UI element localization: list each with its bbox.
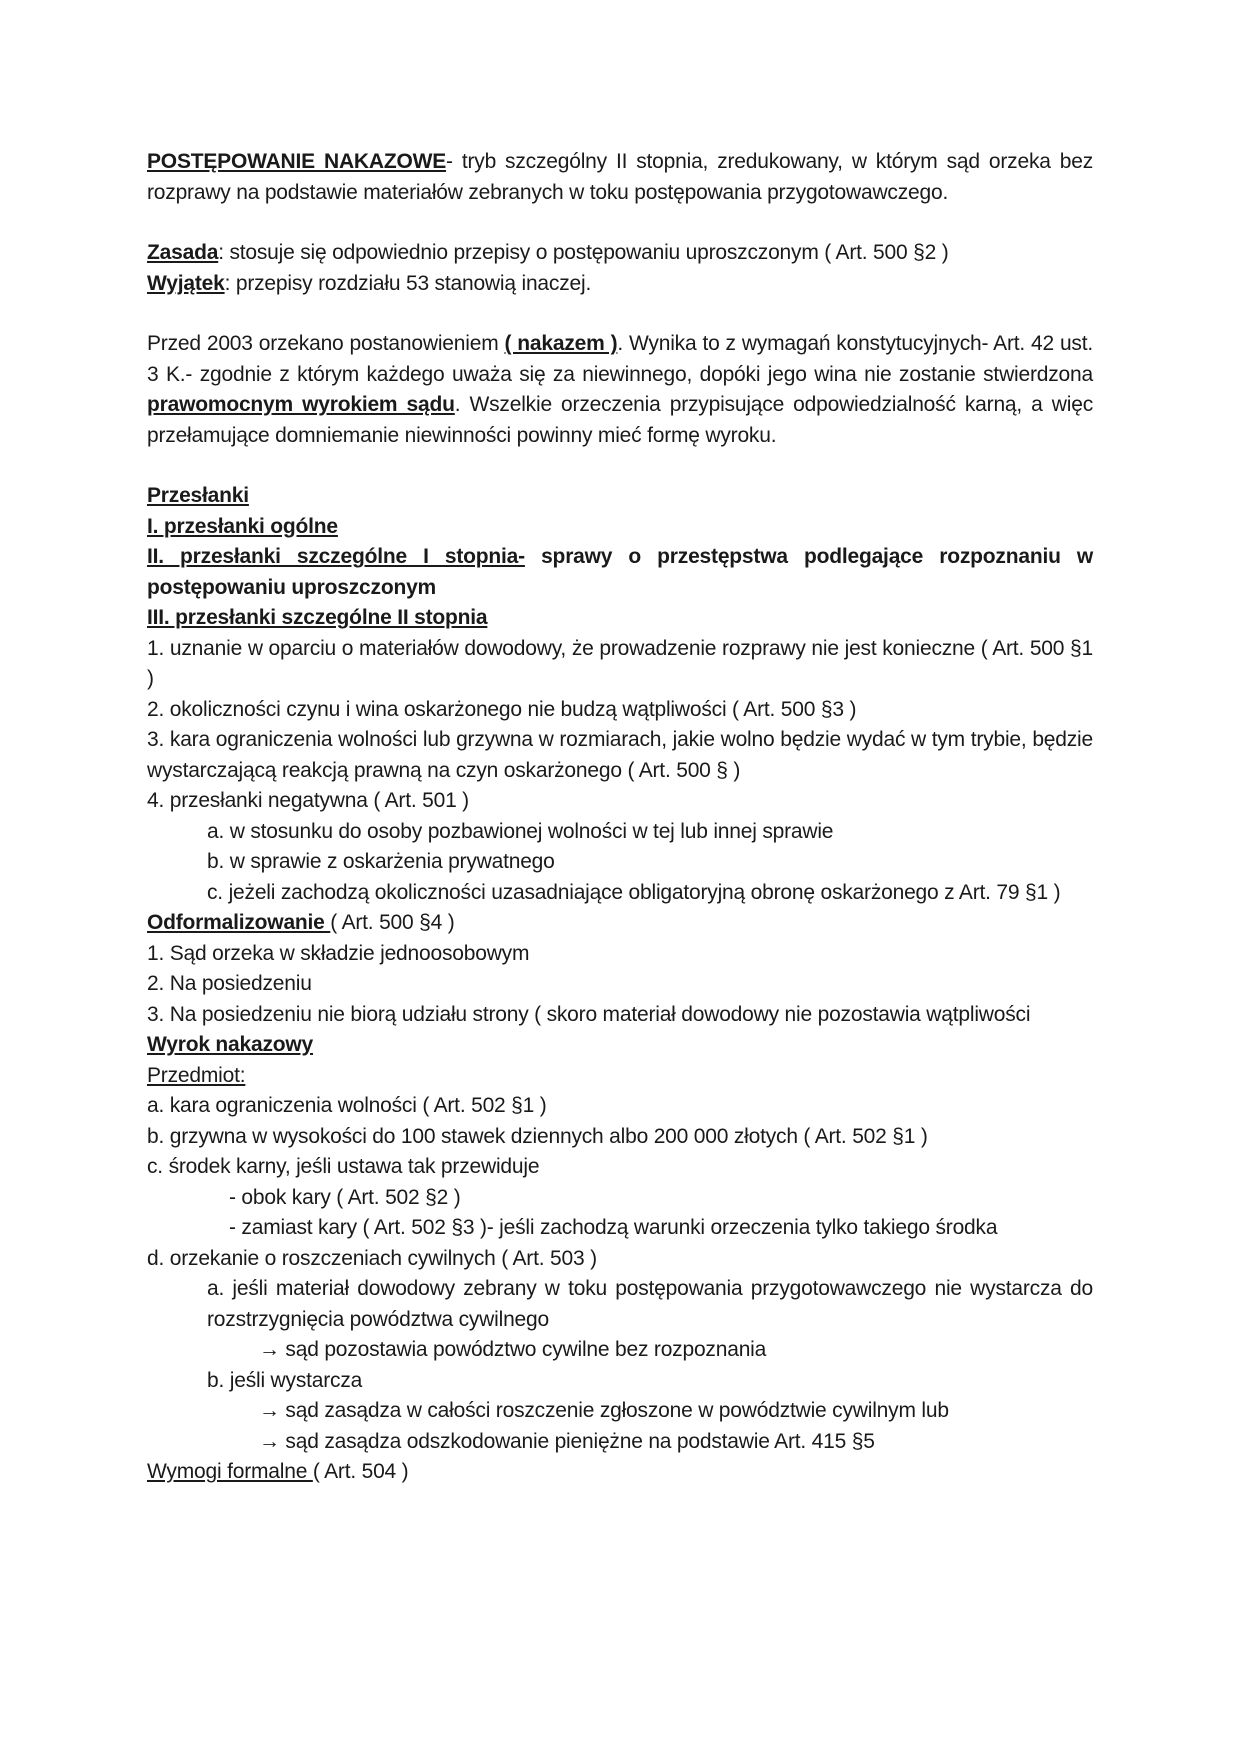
deformalization-heading	[147, 908, 1093, 939]
premises-special-1	[147, 542, 1093, 603]
rule-line	[147, 238, 1093, 269]
deformalization-title: Odformalizowanie	[147, 911, 331, 934]
rule-label: Zasada	[147, 241, 219, 264]
verdict-measure: - obok kary ( Art. 502 §2 )	[229, 1185, 461, 1209]
exception-text: : przepisy rozdziału 53 stanowią inaczej.	[224, 271, 592, 295]
history-paragraph	[147, 329, 1093, 451]
verdict-item: a. kara ograniczenia wolności ( Art. 502 §1 )	[147, 1094, 547, 1117]
premises-special-2: III. przesłanki szczególne II stopnia	[147, 606, 488, 629]
verdict-heading: Wyrok nakazowy	[147, 1033, 314, 1056]
verdict-subject-label: Przedmiot:	[147, 1063, 246, 1087]
negative-premise: c. jeżeli zachodzą okoliczności uzasadniające obligatoryjną obronę oskarżonego z Art. 79 §1 )	[207, 880, 1061, 904]
exception-line	[147, 269, 1093, 300]
intro-paragraph	[147, 147, 1093, 208]
deformalization-item: 2. Na posiedzeniu	[147, 972, 312, 995]
formal-heading	[147, 1457, 1093, 1488]
history-term-wyrok: prawomocnym wyrokiem sądu	[147, 393, 455, 416]
premises-special-1-text: sprawy o przestępstwa podlegające rozpoznaniu w postępowaniu uproszczonym	[147, 545, 1094, 599]
deformalization-item: 1. Sąd orzeka w składzie jednoosobowym	[147, 941, 530, 965]
history-text-1: Przed 2003 orzekano postanowieniem	[147, 332, 505, 355]
premise-item: 3. kara ograniczenia wolności lub grzywna w rozmiarach, jakie wolno będzie wydać w tym trybie, będzie wystarczającą reakcją prawną na czyn oskarżonego ( Art. 500 § )	[147, 728, 1093, 782]
premises-heading: Przesłanki	[147, 484, 249, 507]
verdict-civil-b: b. jeśli wystarcza	[207, 1368, 363, 1392]
document-body	[147, 147, 1093, 1488]
rule-text: : stosuje się odpowiednio przepisy o postępowaniu uproszczonym ( Art. 500 §2 )	[218, 241, 949, 264]
verdict-civil-b-result: → sąd zasądza odszkodowanie pieniężne na podstawie Art. 415 §5	[259, 1429, 875, 1453]
formal-title: Wymogi formalne	[147, 1460, 313, 1483]
history-text-3: . Wszelkie orzeczenia przypisujące odpowiedzialność karną, a więc przełamujące domniemanie niewinności powinny mieć formę wyroku.	[147, 393, 1093, 447]
history-text-2: . Wynika to z wymagań konstytucyjnych- Art. 42 ust. 3 K.- zgodnie z którym każdego uważa się za niewinnego, dopóki jego wina nie zostanie stwierdzona	[147, 332, 1093, 386]
premises-general: I. przesłanki ogólne	[147, 514, 338, 538]
verdict-measure: - zamiast kary ( Art. 502 §3 )- jeśli zachodzą warunki orzeczenia tylko takiego środka	[229, 1216, 998, 1239]
verdict-civil-b-result: → sąd zasądza w całości roszczenie zgłoszone w powództwie cywilnym lub	[259, 1399, 949, 1422]
history-term-nakaz: ( nakazem )	[504, 332, 618, 355]
premises-special-1-label: II. przesłanki szczególne I stopnia-	[147, 545, 525, 568]
formal-ref: ( Art. 504 )	[312, 1460, 409, 1483]
negative-premise: b. w sprawie z oskarżenia prywatnego	[207, 850, 555, 873]
verdict-civil: d. orzekanie o roszczeniach cywilnych ( Art. 503 )	[147, 1246, 597, 1270]
deformalization-ref: ( Art. 500 §4 )	[330, 911, 455, 934]
verdict-item: c. środek karny, jeśli ustawa tak przewiduje	[147, 1155, 540, 1178]
premise-item: 4. przesłanki negatywna ( Art. 501 )	[147, 789, 469, 812]
intro-definition: - tryb szczególny II stopnia, zredukowany, w którym sąd orzeka bez rozprawy na podstawie materiałów zebranych w toku postępowania przygotowawczego.	[147, 150, 1093, 204]
intro-term: POSTĘPOWANIE NAKAZOWE	[147, 150, 447, 173]
exception-label: Wyjątek	[147, 271, 225, 295]
deformalization-item: 3. Na posiedzeniu nie biorą udziału strony ( skoro materiał dowodowy nie pozostawia wątpliwości	[147, 1002, 1031, 1026]
verdict-item: b. grzywna w wysokości do 100 stawek dziennych albo 200 000 złotych ( Art. 502 §1 )	[147, 1124, 928, 1148]
negative-premise: a. w stosunku do osoby pozbawionej wolności w tej lub innej sprawie	[207, 819, 834, 843]
premise-item: 2. okoliczności czynu i wina oskarżonego nie budzą wątpliwości ( Art. 500 §3 )	[147, 697, 857, 721]
premise-item: 1. uznanie w oparciu o materiałów dowodowy, że prowadzenie rozprawy nie jest konieczne ( Art. 500 §1 )	[147, 636, 1093, 690]
verdict-civil-a: a. jeśli materiał dowodowy zebrany w toku postępowania przygotowawczego nie wystarcza do rozstrzygnięcia powództwa cywilnego	[207, 1277, 1093, 1331]
verdict-civil-a-result: → sąd pozostawia powództwo cywilne bez rozpoznania	[259, 1338, 767, 1361]
